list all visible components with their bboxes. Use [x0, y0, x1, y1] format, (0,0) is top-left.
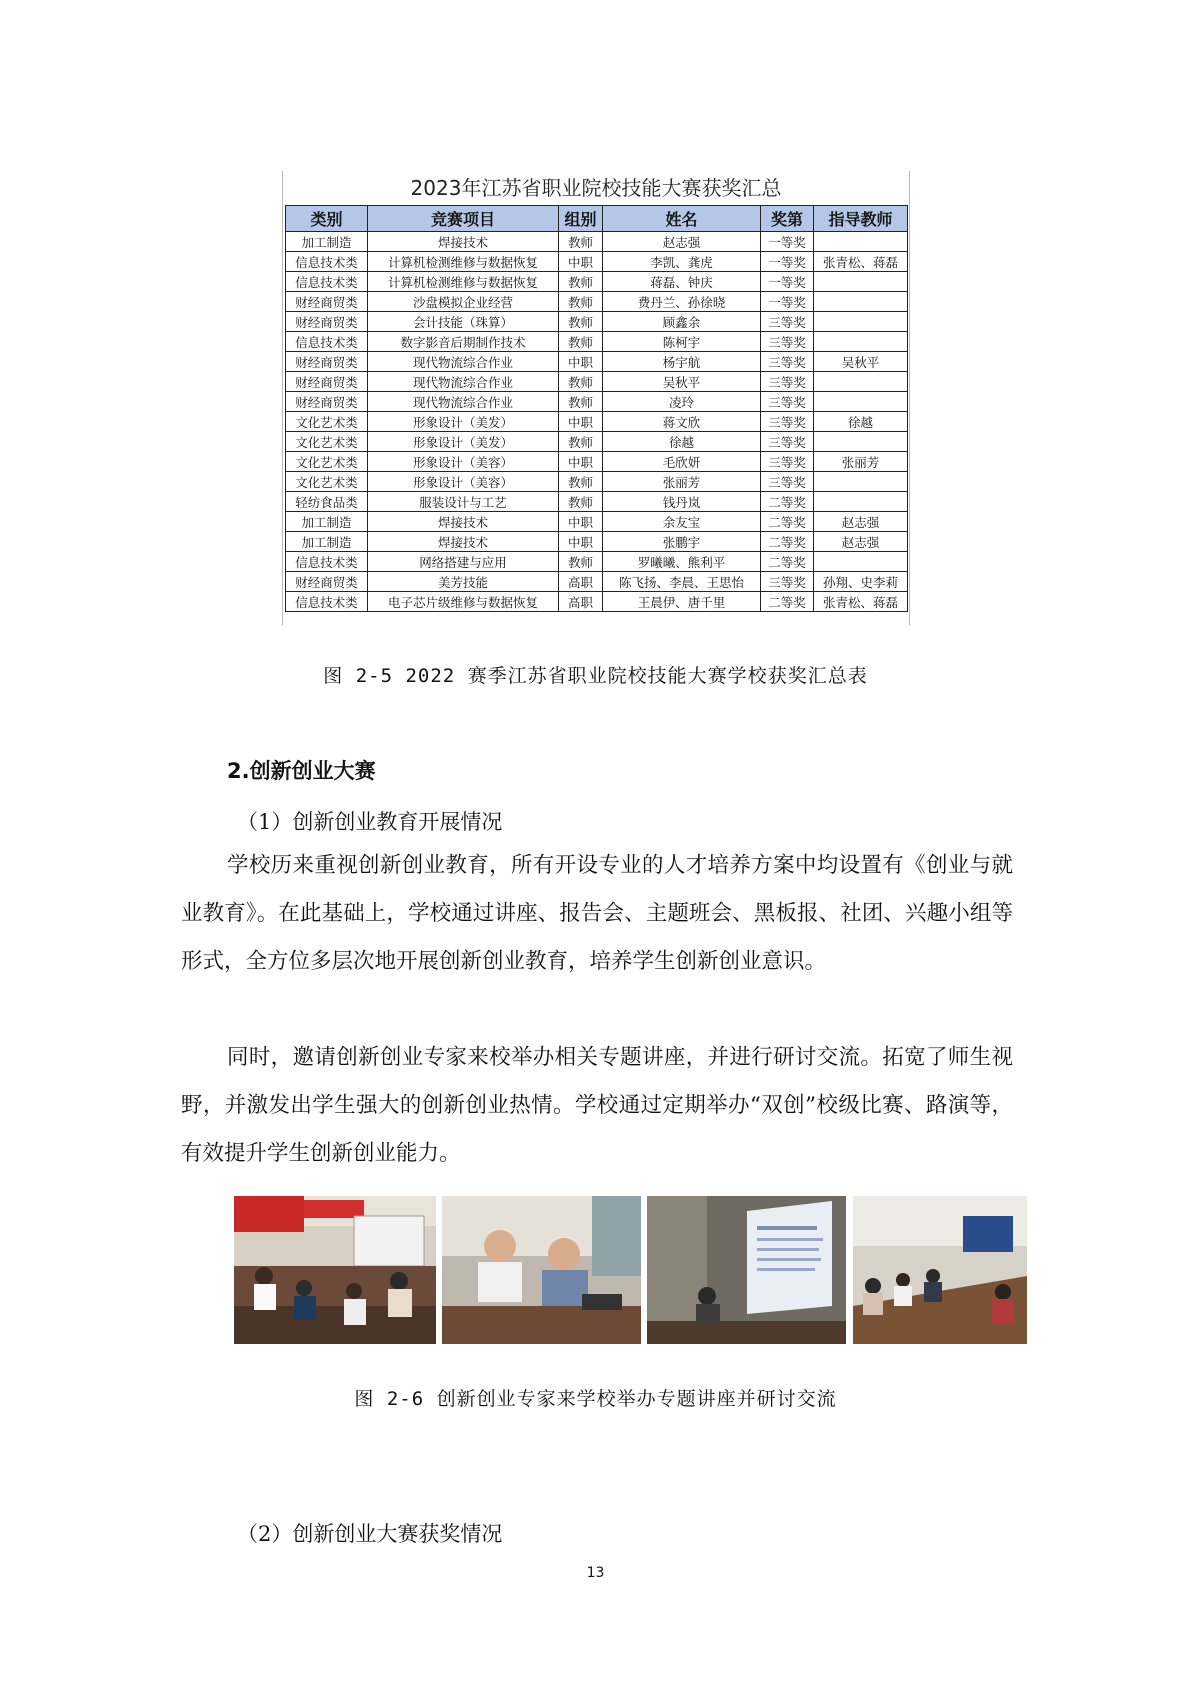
cell-award: 二等奖	[761, 592, 814, 612]
cell-event: 计算机检测维修与数据恢复	[368, 272, 559, 292]
cell-group: 教师	[559, 432, 603, 452]
cell-event: 电子芯片级维修与数据恢复	[368, 592, 559, 612]
cell-instructor: 赵志强	[814, 512, 908, 532]
cell-award: 一等奖	[761, 292, 814, 312]
cell-award: 三等奖	[761, 452, 814, 472]
photo-experts-speaking	[442, 1196, 641, 1344]
cell-category: 信息技术类	[286, 592, 368, 612]
cell-award: 三等奖	[761, 392, 814, 412]
cell-category: 加工制造	[286, 532, 368, 552]
cell-instructor	[814, 332, 908, 352]
table-row	[286, 512, 908, 532]
cell-event: 形象设计（美发）	[368, 432, 559, 452]
photo-conference-table	[853, 1196, 1027, 1344]
table-row	[286, 592, 908, 612]
figure-2-6-caption: 图 2-6 创新创业专家来学校举办专题讲座并研讨交流	[354, 1388, 837, 1410]
table-row	[286, 372, 908, 392]
cell-award: 二等奖	[761, 552, 814, 572]
photo-lecture-meeting-room	[234, 1196, 436, 1344]
table-row	[286, 332, 908, 352]
cell-name: 罗曦曦、熊利平	[603, 552, 761, 572]
cell-award: 三等奖	[761, 372, 814, 392]
cell-name: 余友宝	[603, 512, 761, 532]
page-number: 13	[586, 1565, 605, 1581]
cell-event: 形象设计（美容）	[368, 452, 559, 472]
table-row	[286, 432, 908, 452]
cell-category: 信息技术类	[286, 272, 368, 292]
cell-group: 中职	[559, 512, 603, 532]
subsection-2-heading: （2）创新创业大赛获奖情况	[237, 1522, 503, 1546]
header-award: 奖第	[761, 206, 814, 232]
cell-event: 会计技能（珠算）	[368, 312, 559, 332]
cell-category: 文化艺术类	[286, 412, 368, 432]
cell-award: 二等奖	[761, 492, 814, 512]
cell-instructor	[814, 292, 908, 312]
cell-name: 陈飞扬、李晨、王思怡	[603, 572, 761, 592]
cell-name: 张丽芳	[603, 472, 761, 492]
cell-category: 文化艺术类	[286, 452, 368, 472]
cell-category: 信息技术类	[286, 552, 368, 572]
cell-category: 财经商贸类	[286, 372, 368, 392]
cell-award: 二等奖	[761, 532, 814, 552]
cell-name: 陈柯宇	[603, 332, 761, 352]
cell-instructor: 吴秋平	[814, 352, 908, 372]
cell-instructor: 张丽芳	[814, 452, 908, 472]
cell-award: 三等奖	[761, 352, 814, 372]
cell-name: 李凯、龚虎	[603, 252, 761, 272]
cell-name: 蒋磊、钟庆	[603, 272, 761, 292]
cell-category: 信息技术类	[286, 332, 368, 352]
cell-event: 网络搭建与应用	[368, 552, 559, 572]
cell-name: 张鹏宇	[603, 532, 761, 552]
cell-group: 中职	[559, 532, 603, 552]
cell-group: 教师	[559, 392, 603, 412]
cell-instructor	[814, 372, 908, 392]
figure-2-5-caption: 图 2-5 2022 赛季江苏省职业院校技能大赛学校获奖汇总表	[323, 665, 868, 687]
cell-group: 教师	[559, 492, 603, 512]
header-instructor: 指导教师	[814, 206, 908, 232]
header-category: 类别	[286, 206, 368, 232]
table-row	[286, 312, 908, 332]
table-row	[286, 252, 908, 272]
header-event: 竞赛项目	[368, 206, 559, 232]
cell-group: 中职	[559, 352, 603, 372]
cell-group: 教师	[559, 332, 603, 352]
cell-instructor: 张青松、蒋磊	[814, 252, 908, 272]
paragraph-1: 学校历来重视创新创业教育，所有开设专业的人才培养方案中均设置有《创业与就业教育》。在此基础上，学校通过讲座、报告会、主题班会、黑板报、社团、兴趣小组等形式，全方位多层次地开展创新创业教育，培养学生创新创业意识。	[181, 853, 1013, 974]
cell-category: 财经商贸类	[286, 392, 368, 412]
cell-instructor	[814, 392, 908, 412]
cell-group: 教师	[559, 312, 603, 332]
cell-award: 三等奖	[761, 312, 814, 332]
cell-instructor	[814, 272, 908, 292]
cell-category: 加工制造	[286, 512, 368, 532]
cell-category: 文化艺术类	[286, 432, 368, 452]
cell-group: 教师	[559, 232, 603, 252]
cell-category: 信息技术类	[286, 252, 368, 272]
cell-group: 教师	[559, 272, 603, 292]
cell-instructor: 徐越	[814, 412, 908, 432]
cell-instructor: 赵志强	[814, 532, 908, 552]
cell-award: 三等奖	[761, 412, 814, 432]
cell-instructor	[814, 552, 908, 572]
award-table-header-row	[286, 206, 908, 232]
cell-group: 教师	[559, 372, 603, 392]
table-row	[286, 472, 908, 492]
award-table-body	[286, 232, 908, 612]
subsection-1-heading: （1）创新创业教育开展情况	[237, 810, 503, 834]
award-table-title: 2023年江苏省职业院校技能大赛获奖汇总	[410, 176, 782, 200]
header-name: 姓名	[603, 206, 761, 232]
cell-group: 教师	[559, 472, 603, 492]
cell-group: 中职	[559, 412, 603, 432]
cell-name: 凌玲	[603, 392, 761, 412]
cell-event: 焊接技术	[368, 512, 559, 532]
cell-category: 文化艺术类	[286, 472, 368, 492]
cell-instructor	[814, 232, 908, 252]
cell-event: 形象设计（美发）	[368, 412, 559, 432]
cell-category: 财经商贸类	[286, 352, 368, 372]
cell-instructor	[814, 312, 908, 332]
cell-event: 美芳技能	[368, 572, 559, 592]
cell-name: 毛欣妍	[603, 452, 761, 472]
cell-name: 杨宇航	[603, 352, 761, 372]
cell-event: 现代物流综合作业	[368, 392, 559, 412]
cell-award: 三等奖	[761, 332, 814, 352]
cell-name: 王晨伊、唐千里	[603, 592, 761, 612]
table-row	[286, 232, 908, 252]
cell-event: 焊接技术	[368, 232, 559, 252]
cell-award: 一等奖	[761, 272, 814, 292]
cell-instructor	[814, 492, 908, 512]
cell-category: 财经商贸类	[286, 312, 368, 332]
photo-projection-screen	[647, 1196, 846, 1344]
cell-category: 财经商贸类	[286, 292, 368, 312]
table-row	[286, 392, 908, 412]
cell-name: 吴秋平	[603, 372, 761, 392]
cell-instructor	[814, 432, 908, 452]
table-row	[286, 552, 908, 572]
paragraph-2: 同时，邀请创新创业专家来校举办相关专题讲座，并进行研讨交流。拓宽了师生视野，并激发出学生强大的创新创业热情。学校通过定期举办“双创”校级比赛、路演等，有效提升学生创新创业能力。	[181, 1045, 1013, 1166]
cell-name: 钱丹岚	[603, 492, 761, 512]
cell-name: 顾鑫余	[603, 312, 761, 332]
table-row	[286, 452, 908, 472]
cell-award: 三等奖	[761, 432, 814, 452]
cell-event: 数字影音后期制作技术	[368, 332, 559, 352]
cell-event: 形象设计（美容）	[368, 472, 559, 492]
cell-group: 高职	[559, 572, 603, 592]
cell-name: 蒋文欣	[603, 412, 761, 432]
cell-award: 三等奖	[761, 472, 814, 492]
cell-event: 现代物流综合作业	[368, 352, 559, 372]
cell-name: 费丹兰、孙徐晓	[603, 292, 761, 312]
cell-category: 财经商贸类	[286, 572, 368, 592]
table-row	[286, 292, 908, 312]
cell-award: 一等奖	[761, 252, 814, 272]
table-row	[286, 492, 908, 512]
award-table	[282, 171, 910, 625]
header-group: 组别	[559, 206, 603, 232]
cell-event: 沙盘模拟企业经营	[368, 292, 559, 312]
cell-instructor: 张青松、蒋磊	[814, 592, 908, 612]
cell-group: 中职	[559, 452, 603, 472]
cell-category: 加工制造	[286, 232, 368, 252]
cell-category: 轻纺食品类	[286, 492, 368, 512]
cell-event: 焊接技术	[368, 532, 559, 552]
cell-award: 三等奖	[761, 572, 814, 592]
cell-name: 徐越	[603, 432, 761, 452]
table-row	[286, 572, 908, 592]
cell-name: 赵志强	[603, 232, 761, 252]
cell-instructor: 孙翔、史李莉	[814, 572, 908, 592]
cell-group: 中职	[559, 252, 603, 272]
cell-award: 二等奖	[761, 512, 814, 532]
section-2-heading: 2.创新创业大赛	[227, 759, 376, 783]
table-row	[286, 272, 908, 292]
cell-event: 现代物流综合作业	[368, 372, 559, 392]
cell-group: 高职	[559, 592, 603, 612]
cell-group: 教师	[559, 292, 603, 312]
cell-award: 一等奖	[761, 232, 814, 252]
award-table-grid	[285, 205, 908, 612]
cell-group: 教师	[559, 552, 603, 572]
cell-instructor	[814, 472, 908, 492]
table-row	[286, 412, 908, 432]
table-row	[286, 352, 908, 372]
cell-event: 计算机检测维修与数据恢复	[368, 252, 559, 272]
table-row	[286, 532, 908, 552]
cell-event: 服装设计与工艺	[368, 492, 559, 512]
